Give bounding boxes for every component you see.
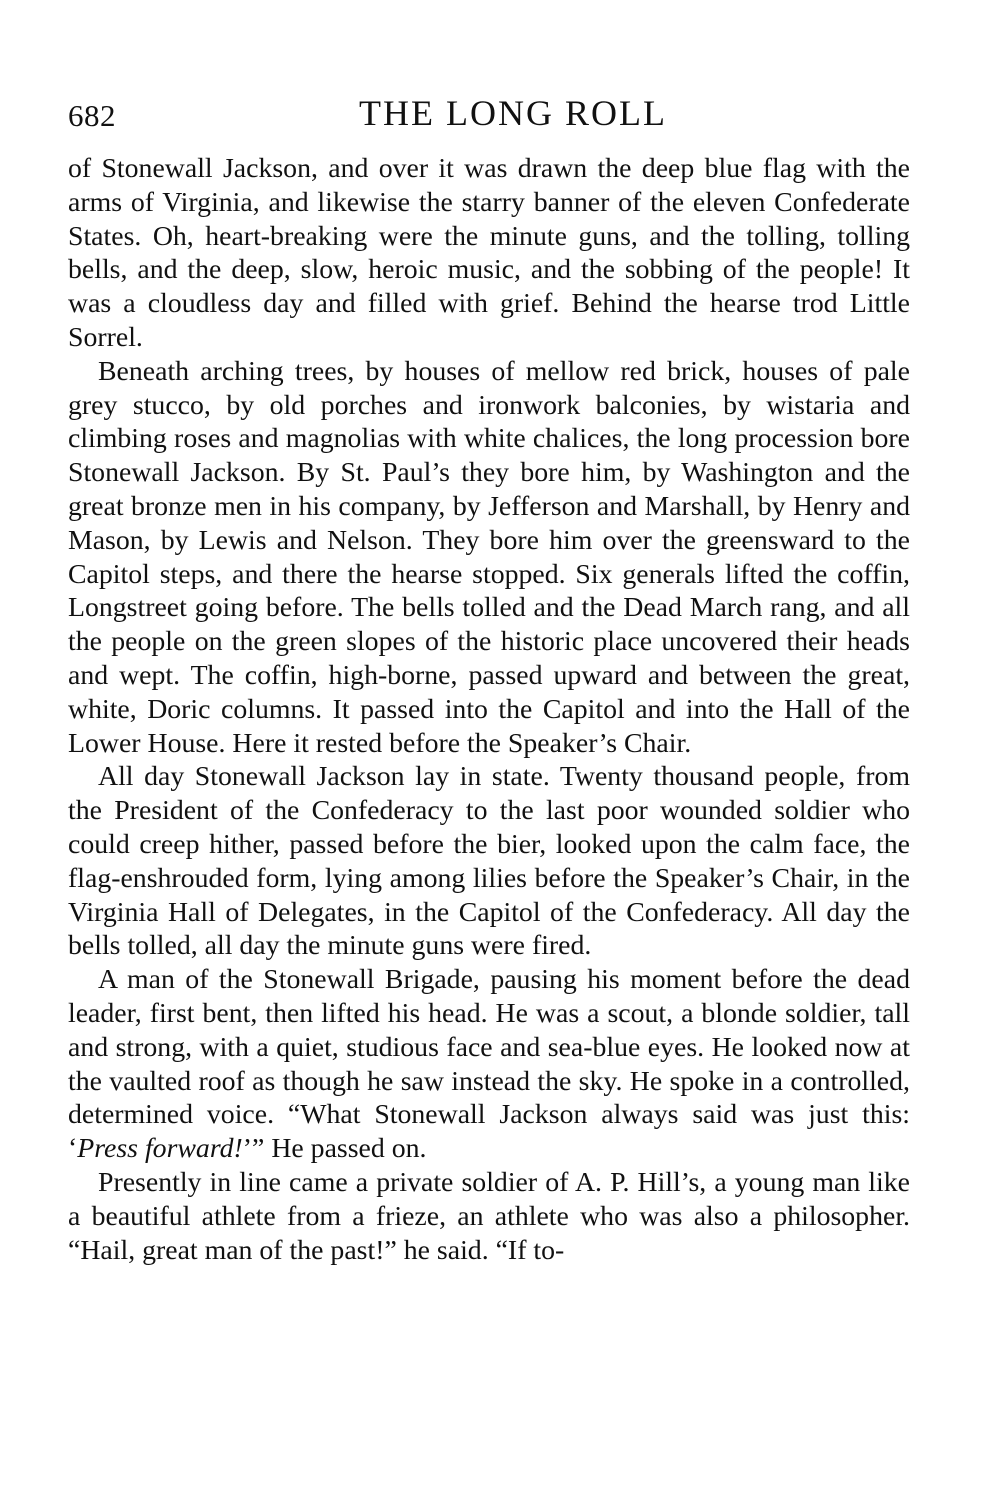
paragraph-3: All day Stonewall Jackson lay in state. Twenty thousand people, from the President of the Confederacy to the last poor wounded soldier who could creep hither, passed before the bier, looked upon the calm face, the flag-enshrouded form, lying among lilies before the Speaker’s Chair, in the Virginia Hall of Delegates, in the Capitol of the Confederacy. All day the bells tolled, all day the minute guns were fired. — [68, 761, 910, 962]
page-number: 682 — [68, 98, 116, 133]
paragraph-4 — [68, 963, 910, 1166]
press-forward-quote: Press forward! — [77, 1133, 243, 1165]
paragraph-4-text-before: A man of the Stonewall Brigade, pausing his moment before the dead leader, first bent, then lifted his head. He was a scout, a blonde soldier, tall and strong, with a quiet, studious face and sea-blue eyes. He looked now at the vaulted roof as though he saw instead the sky. He spoke in a controlled, determined voice. “What Stonewall Jackson always said was just this: ‘ — [68, 964, 910, 1165]
paragraph-1: of Stonewall Jackson, and over it was drawn the deep blue flag with the arms of Virginia, and likewise the starry banner of the eleven Confederate States. Oh, heart-breaking were the minute guns, and the tolling, tolling bells, and the deep, slow, heroic music, and the sobbing of the people! It was a cloudless day and filled with grief. Behind the hearse trod Little Sorrel. — [68, 153, 910, 353]
paragraph-4-text-after: ’” He passed on. — [242, 1133, 427, 1165]
running-header — [68, 92, 910, 144]
body-text — [68, 152, 910, 1267]
book-page — [68, 92, 910, 1267]
running-title: THE LONG ROLL — [359, 93, 667, 133]
paragraph-5: Presently in line came a private soldier of A. P. Hill’s, a young man like a beautiful athlete from a frieze, an athlete who was also a philosopher. “Hail, great man of the past!” he said. “If to- — [68, 1166, 910, 1266]
paragraph-2: Beneath arching trees, by houses of mellow red brick, houses of pale grey stucco, by old porches and ironwork balconies, by wistaria and climbing roses and magnolias with white chalices, the long procession bore Stonewall Jackson. By St. Paul’s they bore him, by Washington and the great bronze men in his company, by Jefferson and Marshall, by Henry and Mason, by Lewis and Nelson. They bore him over the greensward to the Capitol steps, and there the hearse stopped. Six generals lifted the coffin, Longstreet going before. The bells tolled and the Dead March rang, and all the people on the green slopes of the historic place uncovered their heads and wept. The coffin, high-borne, passed upward and between the great, white, Doric columns. It passed into the Capitol and into the Hall of the Lower House. Here it rested before the Speaker’s Chair. — [68, 355, 910, 759]
